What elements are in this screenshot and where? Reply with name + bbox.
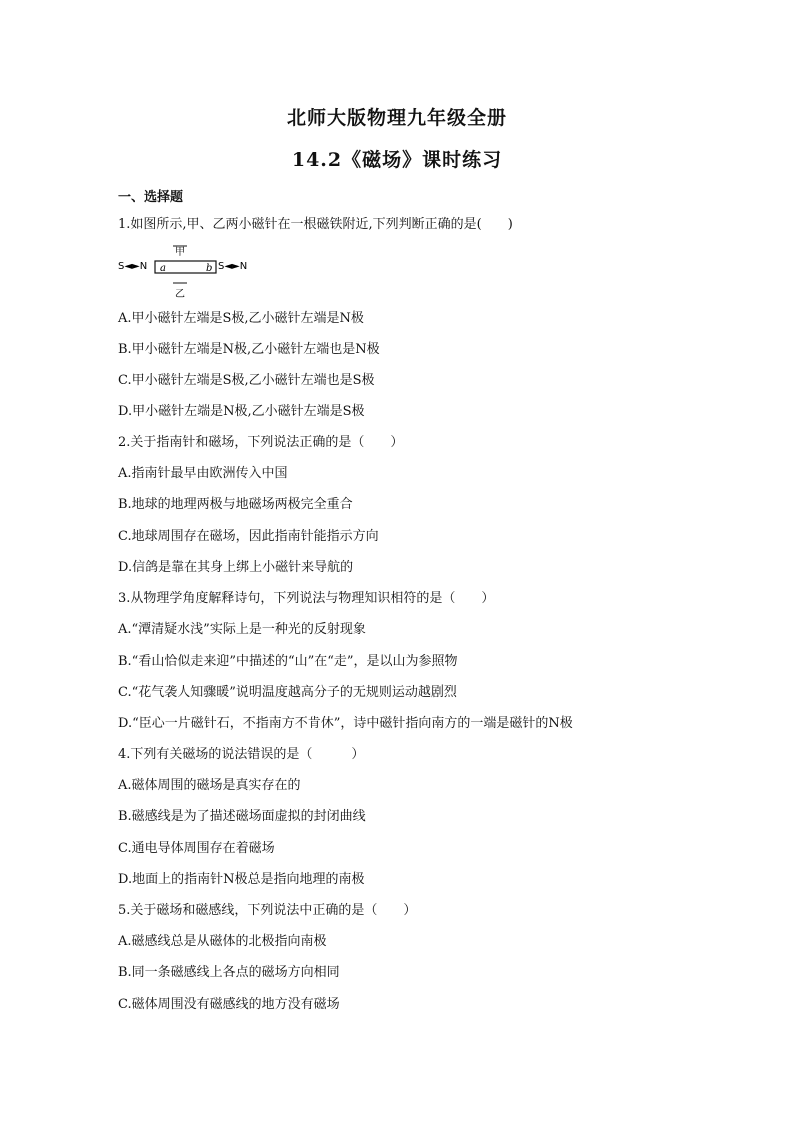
question-1-option-a: A.甲小磁针左端是S极,乙小磁针左端是N极 [118, 311, 364, 326]
question-2-option-a: A.指南针最早由欧洲传入中国 [118, 466, 288, 481]
document-subtitle: 14.2《磁场》课时练习 [291, 149, 503, 171]
question-4-option-b: B.磁感线是为了描述磁场面虚拟的封闭曲线 [118, 809, 366, 824]
question-2-option-b: B.地球的地理两极与地磁场两极完全重合 [118, 497, 353, 512]
question-1-option-b: B.甲小磁针左端是N极,乙小磁针左端也是N极 [118, 342, 380, 357]
question-4-option-d: D.地面上的指南针N极总是指向地理的南极 [118, 872, 365, 887]
document-title: 北师大版物理九年级全册 [286, 107, 507, 129]
question-5-option-b: B.同一条磁感线上各点的磁场方向相同 [118, 965, 340, 980]
question-4-option-a: A.磁体周围的磁场是真实存在的 [118, 778, 301, 793]
question-1-option-c: C.甲小磁针左端是S极,乙小磁针左端也是S极 [118, 373, 375, 388]
question-5-option-c: C.磁体周围没有磁感线的地方没有磁场 [118, 997, 340, 1012]
question-3-option-b: B.“看山恰似走来迎”中描述的“山”在“走”，是以山为参照物 [118, 654, 458, 669]
right-needle-label: S◄►N [218, 261, 248, 272]
question-4-option-c: C.通电导体周围存在着磁场 [118, 841, 275, 856]
question-5-stem: 5.关于磁场和磁感线，下列说法中正确的是（ ） [118, 903, 417, 918]
question-3-stem: 3.从物理学角度解释诗句，下列说法与物理知识相符的是（ ） [118, 591, 495, 606]
question-1-option-d: D.甲小磁针左端是N极,乙小磁针左端是S极 [118, 404, 365, 419]
question-3-option-d: D.“臣心一片磁针石，不指南方不肯休”，诗中磁针指向南方的一端是磁针的N极 [118, 716, 573, 731]
question-2-option-d: D.信鸽是靠在其身上绑上小磁针来导航的 [118, 560, 354, 575]
magnet-end-a: a [160, 263, 166, 274]
magnet-end-b: b [206, 263, 213, 274]
left-needle-label: S◄►N [118, 261, 148, 272]
needle-label-jia: 甲 [175, 247, 185, 258]
needle-label-yi: 乙 [175, 289, 185, 300]
question-5-option-a: A.磁感线总是从磁体的北极指向南极 [118, 934, 327, 949]
question-3-option-a: A.“潭清疑水浅”实际上是一种光的反射现象 [118, 622, 366, 637]
magnet-figure [118, 242, 258, 302]
question-2-stem: 2.关于指南针和磁场，下列说法正确的是（ ） [118, 435, 404, 450]
question-2-option-c: C.地球周围存在磁场，因此指南针能指示方向 [118, 529, 379, 544]
question-4-stem: 4.下列有关磁场的说法错误的是（ ） [118, 747, 365, 762]
question-1-stem: 1.如图所示,甲、乙两小磁针在一根磁铁附近,下列判断正确的是( ) [118, 217, 513, 232]
section-heading: 一、选择题 [118, 190, 184, 205]
question-3-option-c: C.“花气袭人知骤暖”说明温度越高分子的无规则运动越剧烈 [118, 685, 457, 700]
